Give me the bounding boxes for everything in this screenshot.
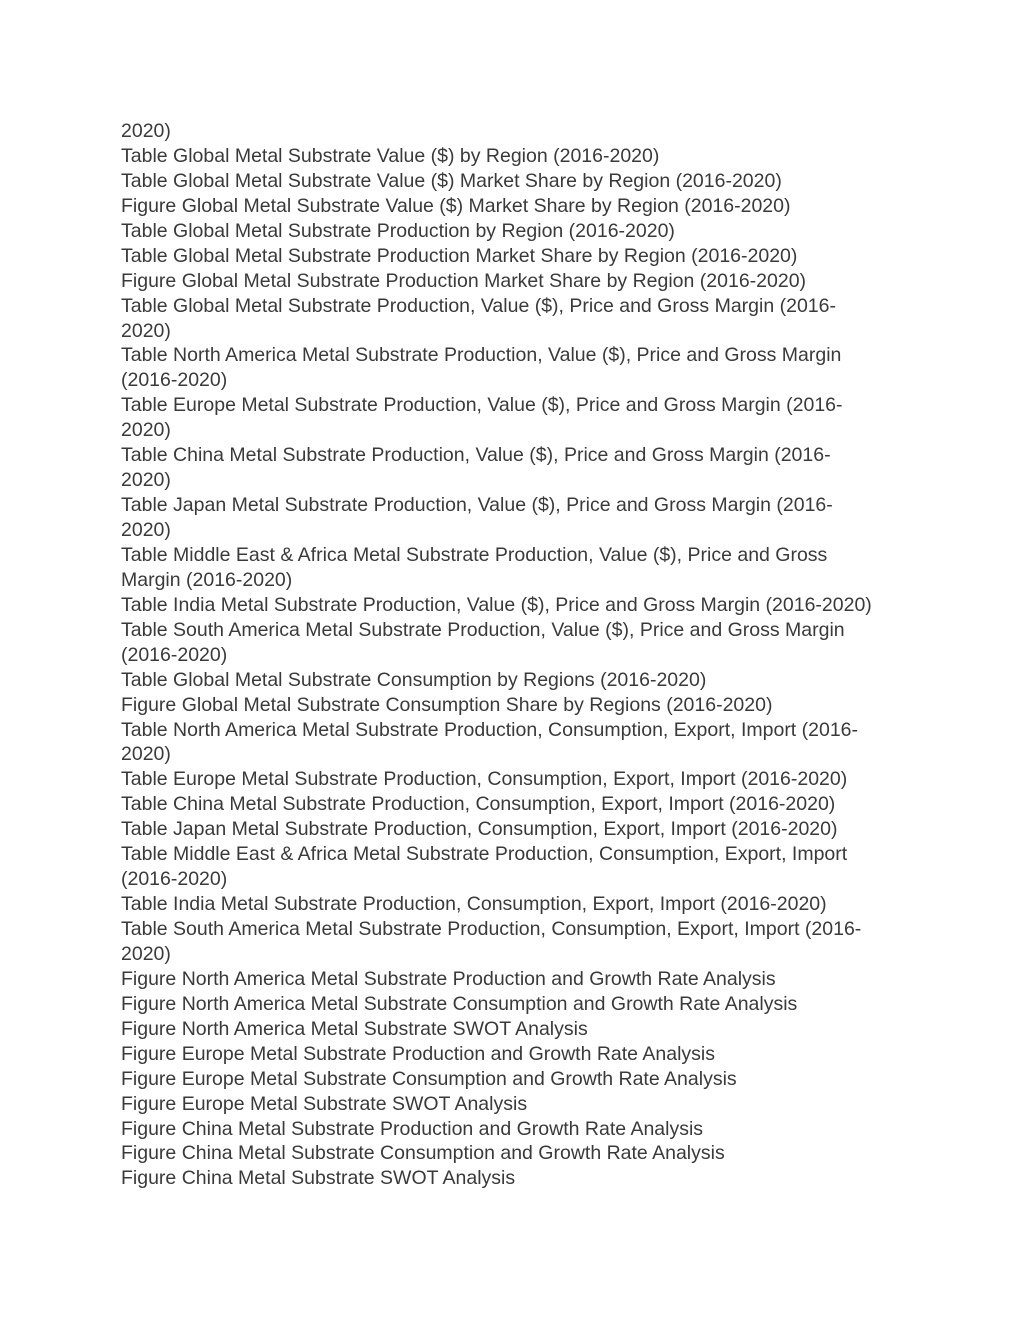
text-line: Table India Metal Substrate Production, Value ($), Price and Gross Margin (2016-2020): [121, 593, 872, 616]
text-line: 2020): [121, 419, 171, 442]
text-line: (2016-2020): [121, 868, 228, 891]
text-line: Figure Global Metal Substrate Production Market Share by Region (2016-2020): [121, 269, 807, 292]
text-line: Table Global Metal Substrate Production by Region (2016-2020): [121, 219, 675, 242]
text-line: 2020): [121, 469, 171, 492]
text-line: Table India Metal Substrate Production, Consumption, Export, Import (2016-2020): [121, 893, 827, 916]
text-line: Table South America Metal Substrate Production, Value ($), Price and Gross Margin: [121, 618, 845, 641]
text-line: 2020): [121, 319, 171, 342]
text-line: 2020): [121, 120, 171, 142]
text-line: Figure Europe Metal Substrate Consumption and Growth Rate Analysis: [121, 1067, 737, 1090]
text-line: Table Middle East & Africa Metal Substrate Production, Value ($), Price and Gross: [121, 543, 828, 566]
text-line: Table Global Metal Substrate Production Market Share by Region (2016-2020): [121, 244, 798, 267]
text-line: Table Global Metal Substrate Value ($) Market Share by Region (2016-2020): [121, 169, 782, 192]
text-line: Table Middle East & Africa Metal Substrate Production, Consumption, Export, Import: [121, 843, 848, 866]
text-line: Table Europe Metal Substrate Production, Value ($), Price and Gross Margin (2016-: [121, 394, 843, 417]
text-line: Figure China Metal Substrate Consumption and Growth Rate Analysis: [121, 1142, 725, 1165]
text-line: Figure Europe Metal Substrate Production and Growth Rate Analysis: [121, 1042, 715, 1065]
text-line: Margin (2016-2020): [121, 568, 293, 591]
list-of-tables-and-figures: [121, 119, 911, 1191]
text-line: Table Europe Metal Substrate Production, Consumption, Export, Import (2016-2020): [121, 768, 848, 791]
text-line: Figure Global Metal Substrate Consumption Share by Regions (2016-2020): [121, 693, 773, 716]
text-line: Table Japan Metal Substrate Production, Value ($), Price and Gross Margin (2016-: [121, 494, 833, 517]
text-line: Figure Global Metal Substrate Value ($) Market Share by Region (2016-2020): [121, 194, 791, 217]
text-line: Table Global Metal Substrate Consumption by Regions (2016-2020): [121, 668, 707, 691]
text-line: Figure North America Metal Substrate SWOT Analysis: [121, 1017, 588, 1040]
text-line: Figure North America Metal Substrate Production and Growth Rate Analysis: [121, 967, 776, 990]
text-line: Table China Metal Substrate Production, Consumption, Export, Import (2016-2020): [121, 793, 836, 816]
text-line: (2016-2020): [121, 369, 228, 392]
text-line: Figure China Metal Substrate SWOT Analysis: [121, 1167, 516, 1190]
text-line: Figure China Metal Substrate Production and Growth Rate Analysis: [121, 1117, 704, 1140]
text-line: Table China Metal Substrate Production, Value ($), Price and Gross Margin (2016-: [121, 444, 831, 467]
text-line: Figure North America Metal Substrate Consumption and Growth Rate Analysis: [121, 992, 798, 1015]
text-line: 2020): [121, 519, 171, 541]
text-line: Figure Europe Metal Substrate SWOT Analysis: [121, 1092, 528, 1115]
text-line: 2020): [121, 743, 171, 766]
text-line: Table Global Metal Substrate Production, Value ($), Price and Gross Margin (2016-: [121, 294, 836, 317]
text-line: Table South America Metal Substrate Production, Consumption, Export, Import (2016-: [121, 918, 862, 940]
text-line: Table Global Metal Substrate Value ($) by Region (2016-2020): [121, 144, 660, 167]
text-line: 2020): [121, 942, 171, 965]
text-line: Table North America Metal Substrate Production, Value ($), Price and Gross Margin: [121, 344, 842, 367]
text-line: Table North America Metal Substrate Production, Consumption, Export, Import (2016-: [121, 718, 859, 741]
text-line: Table Japan Metal Substrate Production, Consumption, Export, Import (2016-2020): [121, 818, 838, 841]
text-line: (2016-2020): [121, 643, 228, 666]
